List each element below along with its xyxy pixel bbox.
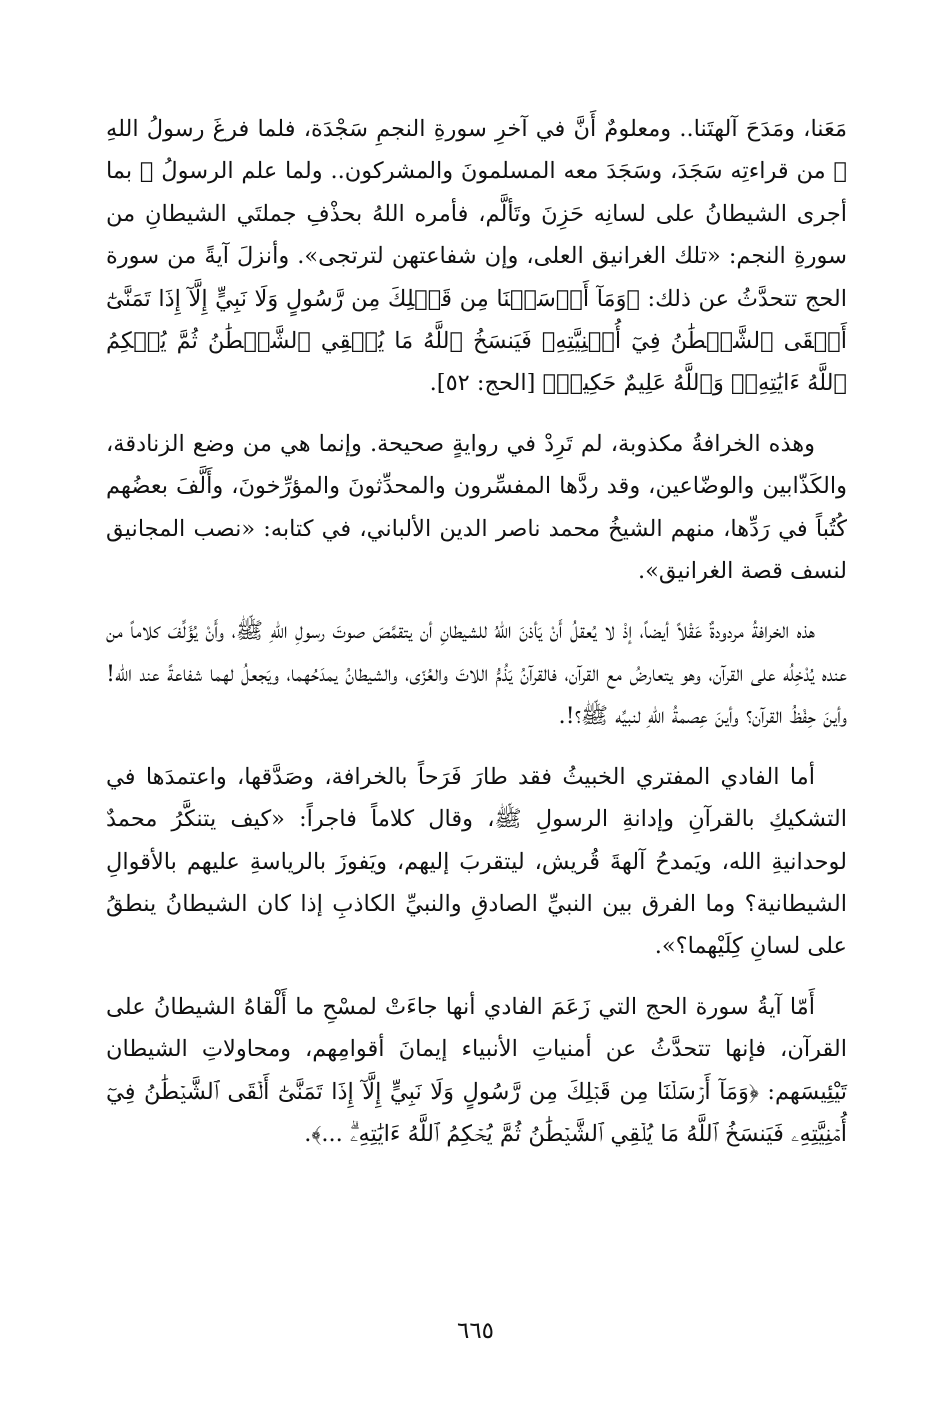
paragraph-5: أَمّا آيةُ سورة الحج التي زَعَمَ الفادي أنها جاءَتْ لمسْحِ ما أَلْقاهُ الشيطانُ على القرآن، فإنها تتحدَّثُ عن أمنياتِ الأنبياء إيمانَ أقوامِهم، ومحاولاتِ الشيطان تَيْئِيسَهم: ﴿وَمَآ أَرۡسَلۡنَا مِن قَبۡلِكَ مِن رَّسُولٍ وَلَا نَبِيٍّ إِلَّآ إِذَا تَمَنَّىٰٓ أَلۡقَى ٱلشَّيۡطَٰنُ فِيٓ أُمۡنِيَّتِهِۦ فَيَنسَخُ ٱللَّهُ مَا يُلۡقِي ٱلشَّيۡطَٰنُ ثُمَّ يُحۡكِمُ ٱللَّهُ ءَايَٰتِهِۦۗ ...﴾. xyxy=(106,993,847,1147)
paragraph-3: هذه الخرافةُ مردودةٌ عَقْلاً أيضاً، إذْ لا يُعقلُ أَنْ يَأذنَ اللهُ للشيطانِ أن يتقمَّصَ صوتَ رسولِ اللهِ ﷺ، وأَنْ يُؤَلِّفَ كلاماً من عنده يُدْخِلُه على القرآن، وهو يتعارضُ مع القرآن، فالقرآنُ يَذُمُّ اللاتَ والعُزّى، والشيطانُ يمدَحُهما، ويَجعلُ لهما شفاعةً عند الله! وأينَ حِفْظُ القرآن؟ وأينَ عِصمةُ اللهِ لنبيِّه ﷺ؟!. xyxy=(106,618,847,730)
body-text xyxy=(106,108,847,1155)
paragraph-2: وهذه الخرافةُ مكذوبة، لم تَرِدْ في روايةٍ صحيحة. وإنما هي من وضع الزنادقة، والكَذّابين والوضّاعين، وقد ردَّها المفسِّرون والمحدِّثونَ والمؤرِّخونَ، وأَلَّفَ بعضُهم كُتُباً في رَدِّها، منهم الشيخُ محمد ناصر الدين الألباني، في كتابه: «نصب المجانيق لنسف قصة الغرانيق». xyxy=(106,430,847,585)
paragraph-1: مَعَنا، ومَدَحَ آلهتَنا.. ومعلومٌ أَنَّ في آخرِ سورةِ النجمِ سَجْدَة، فلما فرغَ رسولُ اللهِ ﷺ من قراءتِه سَجَدَ، وسَجَدَ معه المسلمونَ والمشركون.. ولما علم الرسولُ ﷺ بما أجرى الشيطانُ على لسانِه حَزِنَ وتَألَّم، فأمره اللهُ بحذْفِ جملتَي الشيطانِ من سورةِ النجم: «تلك الغرانيق العلى، وإن شفاعتهن لترتجى». وأنزلَ آيةً من سورة الحج تتحدَّثُ عن ذلك: ﴿وَمَآ أَرۡسَلۡنَا مِن قَبۡلِكَ مِن رَّسُولٍ وَلَا نَبِيٍّ إِلَّآ إِذَا تَمَنَّىٰٓ أَلۡقَى ٱلشَّيۡطَٰنُ فِيٓ أُمۡنِيَّتِهِۦ فَيَنسَخُ ٱللَّهُ مَا يُلۡقِي ٱلشَّيۡطَٰنُ ثُمَّ يُحۡكِمُ ٱللَّهُ ءَايَٰتِهِۦۗ وَٱللَّهُ عَلِيمٌ حَكِيمٞ﴾ [الحج: ٥٢]. xyxy=(106,116,847,397)
page-number: ٦٦٥ xyxy=(456,1318,495,1344)
paragraph-4: أما الفادي المفتري الخبيثُ فقد طارَ فَرَحاً بالخرافة، وصَدَّقها، واعتمدَها في التشكيكِ بالقرآنِ وإدانةِ الرسولِ ﷺ، وقال كلاماً فاجراً: «كيف يتنكَّرُ محمدٌ لوحدانيةِ الله، ويَمدحُ آلهةَ قُريش، ليتقربَ إليهم، ويَفوزَ بالرياسةِ عليهم بالأقوالِ الشيطانية؟ وما الفرق بين النبيِّ الصادقِ والنبيِّ الكاذبِ إذا كان الشيطانُ ينطقُ على لسانِ كِلَيْهما؟». xyxy=(106,763,847,960)
